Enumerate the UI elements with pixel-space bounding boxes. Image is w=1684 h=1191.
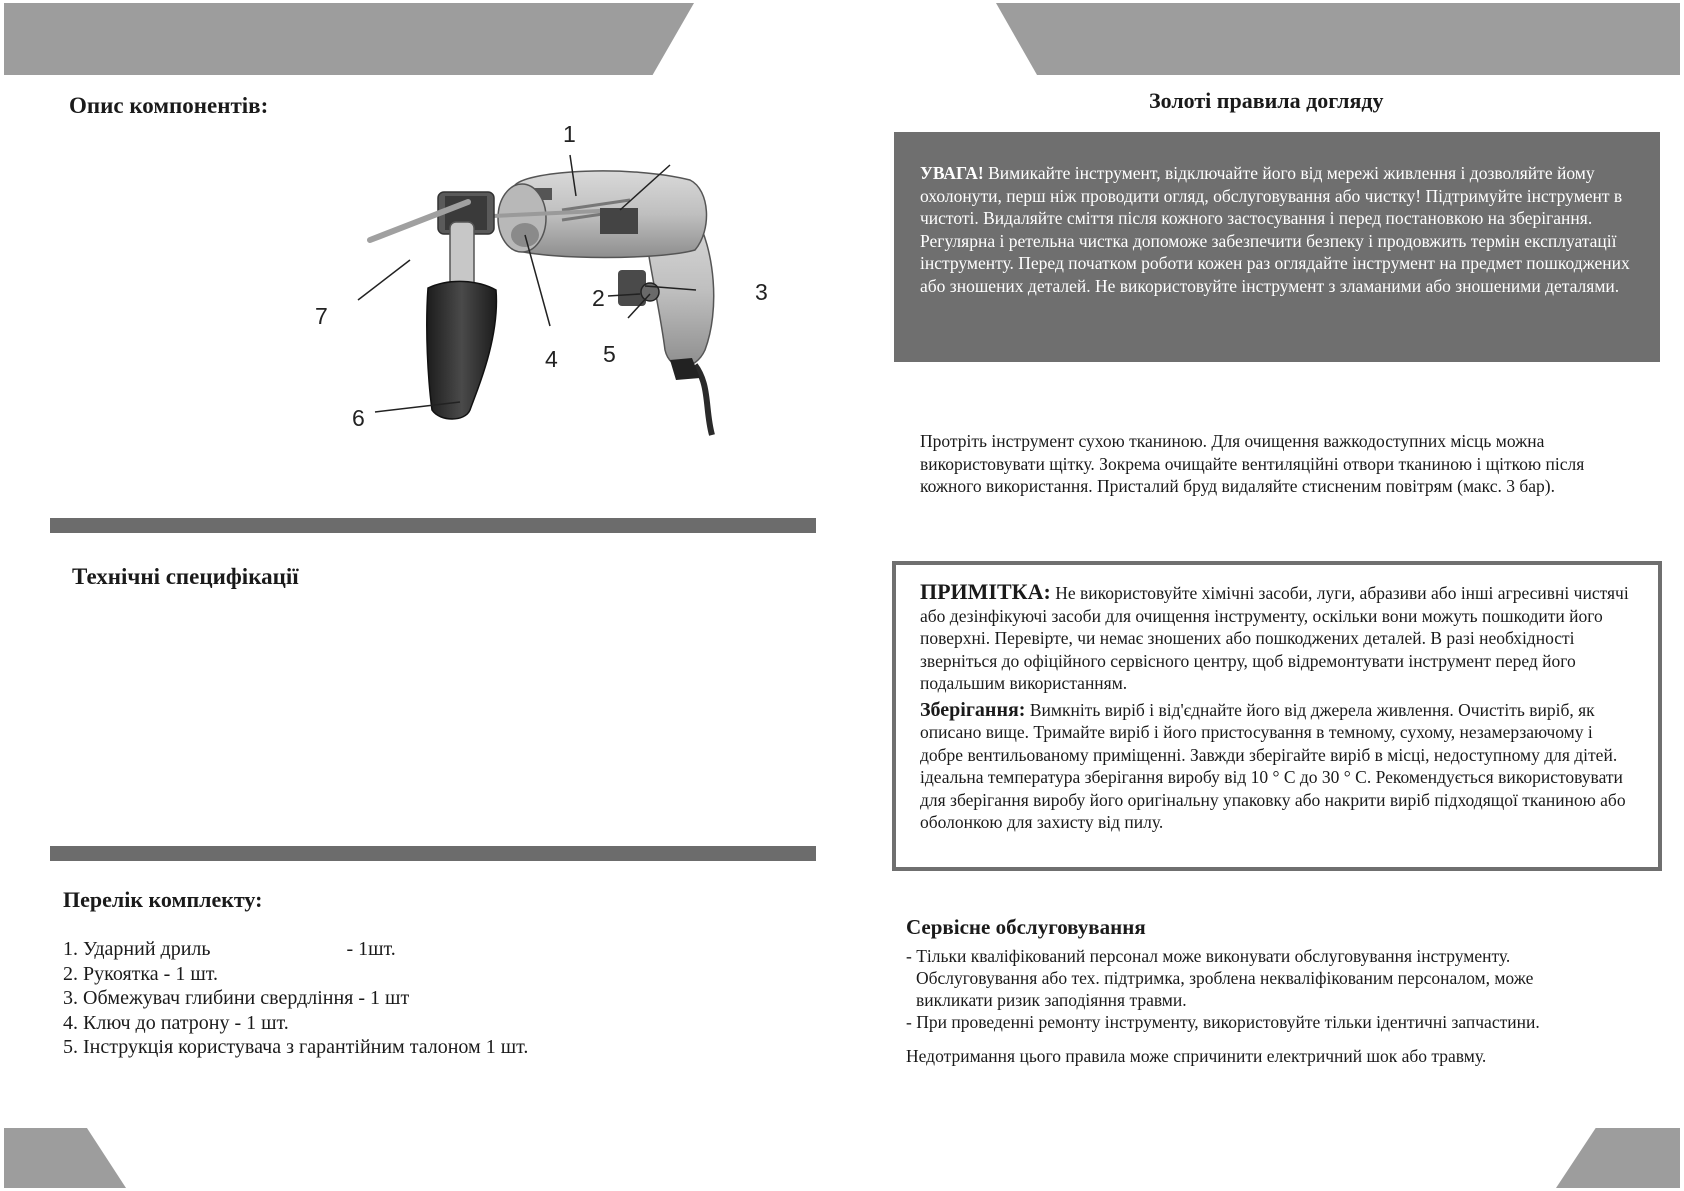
list-item: 4. Ключ до патрону - 1 шт. [63,1011,289,1034]
aux-handle-grip [427,281,497,419]
callout-6: 6 [352,405,365,431]
storage-text: Вимкніть виріб і від'єднайте його від джерела живлення. Очистіть виріб, як описано вище. Тримайте виріб і його пристосування в темному, сухому, незамерзаючому і добре вентильованому приміщенні. Завжди зберігайте виріб в місці, недоступному для дітей. ідеальна температура зберігання виробу від 10 ° С до 30 ° С. Рекомендується використовувати для зберігання виробу його оригінальну упаковку або накрити виріб підходящої тканиною або оболонкою для захисту від пилу. [920,699,1626,832]
kit-item-name: 1. Ударний дриль [63,938,211,960]
kit-list [63,937,528,1060]
note-box [892,561,1662,871]
components-heading: Опис компонентів: [69,93,269,118]
warning-box [894,132,1660,362]
warning-paragraph [920,162,1634,297]
callout-1: 1 [563,121,576,147]
callout-2: 2 [592,285,605,311]
kit-heading: Перелік комплекту: [63,887,263,912]
warning-lead: УВАГА! [920,163,984,183]
service-footer: Недотримання цього правила може спричинити електричний шок або травму. [906,1046,1487,1066]
divider-bar [50,846,816,861]
list-item: Обслуговування або тех. підтримка, зроблена некваліфікованим персоналом, може викликати ризик заподіяння травми. [916,968,1534,1010]
callout-4: 4 [545,346,558,372]
care-heading: Золоті правила догляду [1149,88,1384,113]
list-item: 3. Обмежувач глибини свердління - 1 шт [63,987,410,1009]
service-list [906,945,1626,1033]
cleaning-paragraph: Протріть інструмент сухою тканиною. Для очищення важкодоступних місць можна використовувати щітку. Зокрема очищайте вентиляційні отвори тканиною і щіткою після кожного використання. Присталий бруд видаляйте стисненим повітрям (макс. 3 бар). [920,431,1585,496]
kit-item-qty: - 1шт. [346,938,396,960]
callout-3: 3 [755,279,768,305]
service-heading: Сервісне обслуговування [906,915,1146,939]
divider-bar [50,518,816,533]
footer-band-left [4,1128,126,1188]
specs-heading: Технічні специфікації [72,564,299,589]
list-item: 5. Інструкція користувача з гарантійним талоном 1 шт. [63,1036,529,1058]
callout-5: 5 [603,341,616,367]
note-lead: ПРИМІТКА: [920,579,1051,604]
warning-text: Вимикайте інструмент, відключайте його від мережі живлення і дозволяйте йому охолонути, перш ніж проводити огляд, обслуговування або чистку! Підтримуйте інструмент в чистоті. Видаляйте сміття після кожного застосування і перед постановкою на зберігання. Регулярна і ретельна чистка допоможе забезпечити безпеку і продовжить термін експлуатації інструменту. Перед початком роботи кожен раз оглядайте інструмент на предмет пошкоджених або зношених деталей. Не використовуйте інструмент з зламаними або зношеними деталями. [920,163,1630,296]
list-item: - При проведенні ремонту інструменту, використовуйте тільки ідентичні запчастини. [906,1012,1540,1032]
header-band-right [996,3,1680,75]
footer-band-right [1556,1128,1680,1188]
list-item: 2. Рукоятка - 1 шт. [63,962,218,985]
drill-illustration [300,110,780,470]
storage-lead: Зберігання: [920,698,1026,721]
callout-7: 7 [315,303,328,329]
note-text: Не використовуйте хімічні засоби, луги, абразиви або інші агресивні чистячі або дезінфікуючі засоби для очищення інструменту, оскільки вони можуть пошкодити його поверхні. Перевірте, чи немає зношених або пошкоджених деталей. В разі необхідності зверніться до офіційного сервісного центру, щоб відремонтувати інструмент перед його подальшим використанням. [920,583,1629,693]
header-band-left [4,3,694,75]
note-paragraph [920,581,1634,695]
list-item: - Тільки кваліфікований персонал може виконувати обслуговування інструменту. [906,946,1511,966]
storage-paragraph [920,699,1634,834]
list-item [63,937,528,962]
